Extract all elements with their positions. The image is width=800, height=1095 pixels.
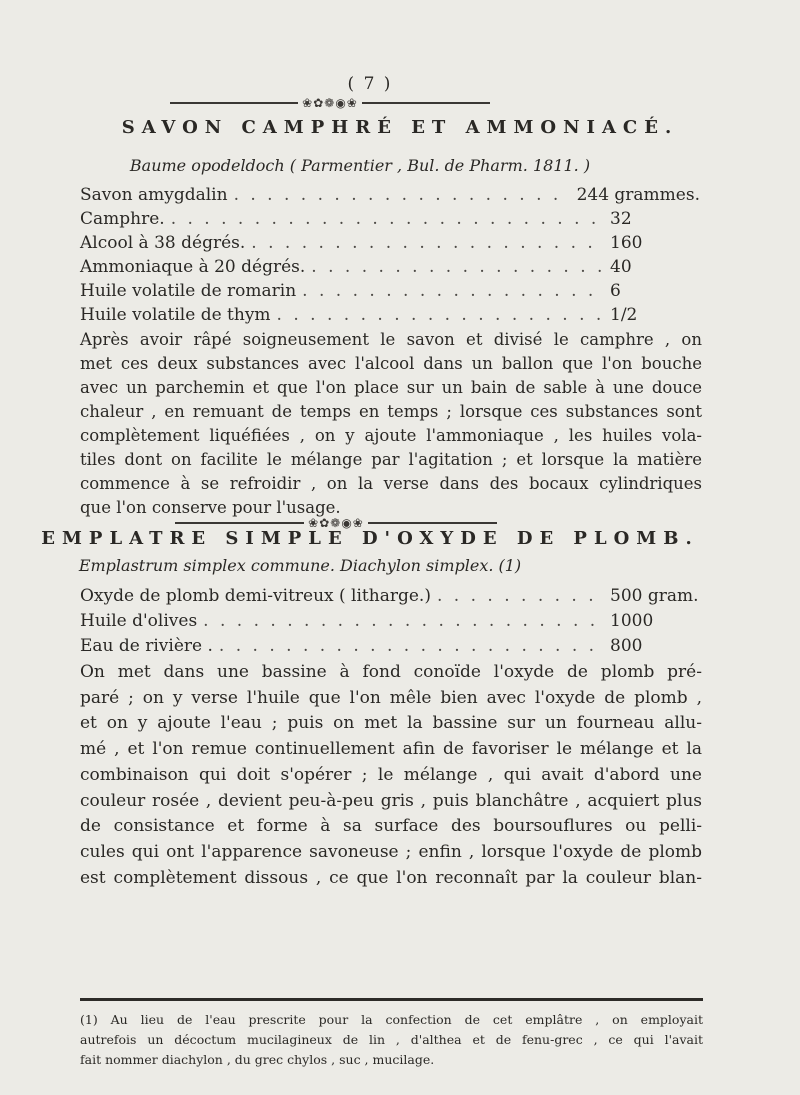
paragraph-line: On met dans une bassine à fond conoïde l'oxyde de plomb pré- — [80, 662, 702, 682]
ingredient-name: Huile d'olives — [80, 611, 198, 631]
ingredient-name: Oxyde de plomb demi-vitreux ( litharge.) — [80, 586, 431, 606]
paragraph-line: de consistance et forme à sa surface des boursouflures ou pelli- — [80, 816, 702, 837]
section1-paragraph — [80, 328, 702, 520]
paragraph-line: paré ; on y verse l'huile que l'on mêle bien avec l'oxyde de plomb , — [80, 687, 702, 708]
ingredient-row — [80, 584, 700, 608]
ingredient-qty: 800 — [610, 636, 643, 656]
ingredient-qty: 32 — [610, 209, 632, 229]
footnote-line: autrefois un décoctum mucilagineux de lin , d'althea et de fenu-grec , ce qui l'avait — [80, 1032, 703, 1047]
ingredient-row — [80, 634, 700, 658]
paragraph-line: combinaison qui doit s'opérer ; le mélange , qui avait d'abord une — [80, 764, 702, 785]
section2-paragraph — [80, 660, 702, 891]
ingredient-name: Camphre. — [80, 209, 165, 229]
ingredient-row — [80, 183, 700, 207]
footnote — [80, 1010, 703, 1070]
ingredient-qty: 160 — [610, 233, 643, 253]
ingredient-qty: 244 grammes. — [576, 185, 700, 205]
ingredient-qty: 6 — [610, 281, 621, 301]
ingredient-qty: 40 — [610, 257, 632, 277]
paragraph-line: tiles dont on facilite le mélange par l'agitation ; et lorsque la matière — [80, 450, 702, 469]
section2-subtitle: Emplastrum simplex commune. Diachylon simplex. (1) — [78, 556, 522, 575]
ingredient-row — [80, 255, 700, 279]
ingredient-name: Huile volatile de romarin — [80, 281, 297, 301]
paragraph-line: met ces deux substances avec l'alcool dans un ballon que l'on bouche — [80, 354, 702, 373]
ornament-glyphs: ❀✿❁◉❀ — [302, 96, 358, 110]
footnote-line: fait nommer diachylon , du grec chylos , suc , mucilage. — [80, 1052, 435, 1067]
ingredient-qty: 500 gram. — [610, 586, 699, 606]
paragraph-line: et on y ajoute l'eau ; puis on met la bassine sur un fourneau allu- — [80, 713, 702, 734]
section1-subtitle: Baume opodeldoch ( Parmentier , Bul. de Pharm. 1811. ) — [129, 156, 591, 175]
paragraph-line: est complètement dissous , ce que l'on reconnaît par la couleur blan- — [80, 867, 702, 888]
page-number: ( 7 ) — [347, 74, 393, 94]
ingredient-row — [80, 279, 700, 303]
ingredient-name: Huile volatile de thym — [80, 305, 271, 325]
paragraph-line: avec un parchemin et que l'on place sur un bain de sable à une douce — [80, 378, 702, 397]
ornament-glyphs: ❀✿❁◉❀ — [308, 516, 364, 530]
ingredient-row — [80, 231, 700, 255]
ingredient-name: Savon amygdalin — [80, 185, 228, 205]
paragraph-line: Après avoir râpé soigneusement le savon et divisé le camphre , on — [80, 330, 702, 349]
ingredient-qty: 1/2 — [610, 305, 638, 325]
ingredient-row — [80, 303, 700, 327]
ingredient-row — [80, 609, 700, 633]
paragraph-line: cules qui ont l'apparence savoneuse ; enfin , lorsque l'oxyde de plomb — [80, 841, 702, 862]
paragraph-line: chaleur , en remuant de temps en temps ; lorsque ces substances sont — [80, 402, 702, 421]
ingredient-name: Ammoniaque à 20 dégrés. — [80, 257, 306, 277]
paragraph-line: commence à se refroidir , on la verse dans des bocaux cylindriques — [80, 474, 702, 493]
paragraph-line: complètement liquéfiées , on y ajoute l'ammoniaque , les huiles vola- — [80, 426, 702, 445]
footnote-rule — [80, 998, 703, 1001]
ingredient-name: Eau de rivière . — [80, 636, 213, 656]
ingredient-qty: 1000 — [610, 611, 654, 631]
paragraph-line: mé , et l'on remue continuellement afin de favoriser le mélange et la — [80, 739, 702, 760]
section1-title: SAVON CAMPHRÉ ET AMMONIACÉ. — [121, 117, 679, 138]
ornament-top — [170, 96, 490, 110]
footnote-line: (1) Au lieu de l'eau prescrite pour la confection de cet emplâtre , on employait — [80, 1012, 703, 1027]
ingredient-row — [80, 207, 700, 231]
paragraph-line: couleur rosée , devient peu-à-peu gris , puis blanchâtre , acquiert plus — [80, 790, 702, 811]
ingredient-name: Alcool à 38 dégrés. — [80, 233, 246, 253]
paragraph-line: que l'on conserve pour l'usage. — [80, 498, 341, 517]
section2-title: EMPLATRE SIMPLE D'OXYDE DE PLOMB. — [41, 528, 699, 549]
